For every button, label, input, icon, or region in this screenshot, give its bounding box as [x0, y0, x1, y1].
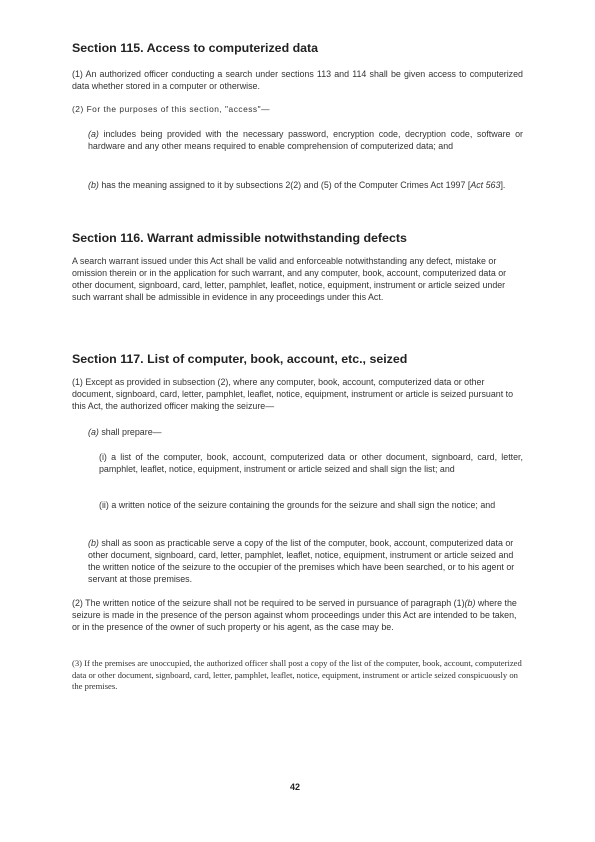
item-b-text-1: has the meaning assigned to it by subsections 2(2) and (5) of the Computer Crimes Act 1997 [ [98, 180, 471, 190]
para-2-b: (b) [464, 598, 476, 608]
section-115-item-a [88, 128, 523, 152]
item-b-text: shall as soon as practicable serve a copy of the list of the computer, book, account, computerized data or other document, signboard, card, letter, pamphlet, leaflet, notice, equipment, instrument or article seized and the written notice of the seizure to the occupier of the premises which have been searched, or to his agent or servant at those premises. [88, 538, 515, 584]
section-115-item-b [88, 179, 523, 191]
item-b-text-2: ]. [500, 180, 506, 190]
item-a-label: (a) [88, 129, 99, 139]
item-b-act: Act 563 [470, 180, 501, 190]
item-a-text: includes being provided with the necessary password, encryption code, decryption code, software or hardware and any other means required to enable comprehension of computerized data; and [88, 129, 523, 151]
section-117-heading: Section 117. List of computer, book, account, etc., seized [72, 352, 408, 366]
section-115-para-2: (2) For the purposes of this section, "access"— [72, 104, 270, 114]
item-a-label: (a) [88, 427, 99, 437]
section-116-para-1: A search warrant issued under this Act shall be valid and enforceable notwithstanding any defect, mistake or omission therein or in the application for such warrant, and any computer, book, account, computerized data or other document, signboard, card, letter, pamphlet, leaflet, notice, equipment, instrument or article seized under such warrant shall be admissible in evidence in any proceedings under this Act. [72, 256, 507, 302]
section-115-heading: Section 115. Access to computerized data [72, 41, 319, 55]
section-117-para-1: (1) Except as provided in subsection (2), where any computer, book, account, computerized data or other document, signboard, card, letter, pamphlet, leaflet, notice, equipment, instrument or article is seized pursuant to this Act, the authorized officer making the seizure— [72, 377, 514, 411]
item-b-label: (b) [88, 180, 99, 190]
section-115-para-1: (1) An authorized officer conducting a search under sections 113 and 114 shall be given access to computerized data whether stored in a computer or otherwise. [72, 69, 523, 91]
para-2-text-2: where the seizure is made in the presence of the person against whom proceedings under this Act are intended to be taken, or in the presence of the owner of such property or his agent, as the case may be. [72, 598, 517, 632]
section-117-para-2 [72, 597, 523, 633]
section-117-para-3: (3) If the premises are unoccupied, the authorized officer shall post a copy of the list of the computer, book, account, computerized data or other document, signboard, card, letter, pamphlet, leaflet, notice, equipment, instrument or article seized conspicuously on the premises. [72, 658, 522, 692]
page-number: 42 [290, 782, 301, 792]
section-117-subitem-i: (i) a list of the computer, book, account, computerized data or other document, signboard, card, letter, pamphlet, leaflet, notice, equipment, instrument or article seized and shall sign the list; and [99, 452, 523, 474]
item-a-text: shall prepare— [98, 427, 162, 437]
section-117-item-b [88, 537, 523, 585]
para-2-text-1: (2) The written notice of the seizure shall not be required to be served in pursuance of paragraph (1) [72, 598, 465, 608]
item-b-label: (b) [88, 538, 99, 548]
section-116-heading: Section 116. Warrant admissible notwithstanding defects [72, 231, 407, 245]
section-117-item-a [88, 426, 523, 438]
section-117-subitem-ii: (ii) a written notice of the seizure containing the grounds for the seizure and shall sign the notice; and [99, 500, 496, 510]
